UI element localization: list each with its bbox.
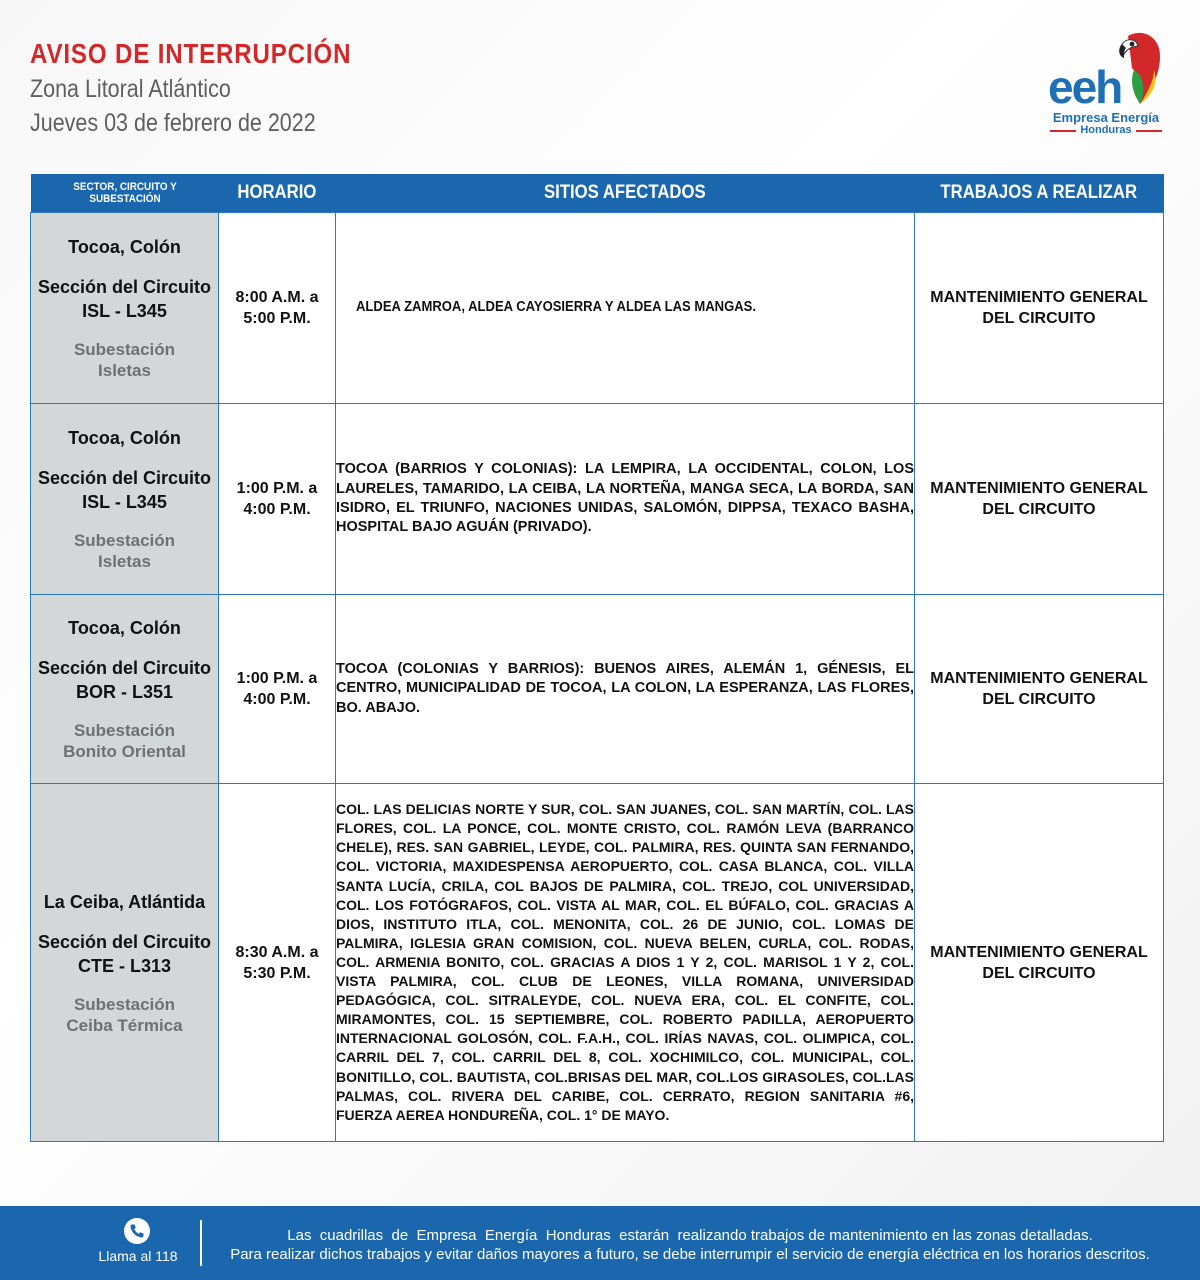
sector-place: Tocoa, Colón [68, 237, 181, 257]
circuit-section-label: Sección del Circuito [37, 468, 212, 488]
works-line-1: MANTENIMIENTO GENERAL [930, 943, 1148, 961]
time-to: 4:00 P.M. [243, 501, 311, 518]
circuit-section-label: Sección del Circuito [37, 277, 212, 297]
table-row [31, 213, 1164, 404]
sector-cell [31, 784, 219, 1142]
substation-name: Isletas [98, 361, 151, 380]
page-title: AVISO DE INTERRUPCIÓN [30, 38, 352, 69]
works-line-2: DEL CIRCUITO [982, 310, 1096, 327]
logo-mark: eeh [1048, 61, 1122, 113]
table-row [31, 784, 1164, 1142]
circuit-section-label: Sección del Circuito [37, 658, 212, 678]
substation-label: Subestación [73, 531, 176, 550]
logo-country: Honduras [1080, 124, 1132, 136]
affected-sites: COL. LAS DELICIAS NORTE Y SUR, COL. SAN JUANES, COL. SAN MARTÍN, COL. LAS FLORES, COL. LA PONCE, COL. MONTE CRISTO, COL. RAMÓN LEVA (BARRANCO CHELE), RES. SAN GABRIEL, LEYDE, COL. PALMIRA, RES. QUINTA SAN FERNANDO, COL. VICTORIA, MAXIDESPENSA AEROPUERTO, COL. CASA BLANCA, COL. VILLA SANTA LUCÍA, CRILA, COL BAJOS DE PALMIRA, COL. TREJO, COL UNIVERSIDAD, COL. LOS FOTÓGRAFOS, COL. VISTA AL MAR, COL. EL BÚFALO, COL. GRACIAS A DIOS, INSTITUTO ITLA, COL. MENONITA, COL. 26 DE JUNIO, COL. LOMAS DE PALMIRA, IGLESIA GRAN COMISION, COL. NUEVA BELEN, CURLA, COL. RODAS, COL. ARMENIA BONITO, COL. GRACIAS A DIOS 1 Y 2, COL. MARISOL 1 Y 2, COL. VISTA PALMIRA, COL. CLUB DE LEONES, VILLA ROMANA, UNIVERSIDAD PEDAGÓGICA, COL. SITRALEYDE, COL. NUEVA ERA, COL. EL CONFITE, COL. MIRAMONTES, COL. 15 SEPTIEMBRE, COL. ROBERTO PADILLA, AEROPUERTO INTERNACIONAL GOLOSÓN, COL. F.A.H., COL. IRÍAS NAVAS, COL. OLIMPICA, COL. CARRIL DEL 7, COL. CARRIL DEL 8, COL. XOCHIMILCO, COL. MUNICIPAL, COL. BONITILLO, COL. BAUTISTA, COL.BRISAS DEL MAR, COL.LOS GIRASOLES, COL.LAS PALMAS, COL. RIVERA DEL CARIBE, COL. CERRATO, REGION SANITARIA #6, FUERZA AEREA HONDUREÑA, COL. 1° DE MAYO. [336, 801, 914, 1123]
time-from: 8:30 A.M. a [235, 943, 319, 961]
interruption-table [30, 174, 1164, 1142]
works-line-2: DEL CIRCUITO [982, 964, 1096, 982]
time-from: 1:00 P.M. a [236, 670, 318, 687]
footer-line-2: Para realizar dichos trabajos y evitar daños mayores a futuro, se debe interrumpir el servicio de energía eléctrica en los horarios descritos. [230, 1246, 1150, 1263]
sector-cell [31, 595, 219, 784]
time-to: 5:30 P.M. [243, 964, 311, 982]
circuit-code: BOR - L351 [75, 682, 174, 702]
works-line-1: MANTENIMIENTO GENERAL [930, 670, 1148, 687]
sites-cell [336, 784, 915, 1142]
header-sector: SECTOR, CIRCUITO Y SUBESTACIÓN [31, 174, 219, 213]
time-to: 5:00 P.M. [243, 310, 311, 327]
sector-cell [31, 213, 219, 404]
substation-name: Isletas [98, 552, 151, 571]
sector-place: La Ceiba, Atlántida [43, 891, 206, 912]
substation-name: Bonito Oriental [63, 742, 186, 761]
zone-name: Zona Litoral Atlántico [30, 75, 231, 103]
footer-line-1: Las cuadrillas de Empresa Energía Honduras estarán realizando trabajos de mantenimiento en las zonas detalladas. [287, 1227, 1093, 1244]
logo-company-name: Empresa Energía [1052, 110, 1160, 125]
sites-cell [336, 595, 915, 784]
notice-date: Jueves 03 de febrero de 2022 [30, 109, 316, 137]
sites-cell [336, 213, 915, 404]
logo-rule-right [1136, 130, 1162, 132]
schedule-cell [219, 404, 336, 595]
sector-place: Tocoa, Colón [68, 428, 181, 448]
circuit-section-label: Sección del Circuito [37, 931, 212, 952]
table-row [31, 595, 1164, 784]
footer-message [210, 1226, 1170, 1264]
works-line-1: MANTENIMIENTO GENERAL [930, 480, 1148, 497]
time-from: 1:00 P.M. a [236, 480, 318, 497]
works-line-1: MANTENIMIENTO GENERAL [930, 289, 1148, 306]
schedule-cell [219, 213, 336, 404]
substation-label: Subestación [73, 340, 176, 359]
works-cell [915, 404, 1164, 595]
footer-divider [200, 1220, 202, 1266]
schedule-cell [219, 595, 336, 784]
notice-header [30, 36, 404, 140]
schedule-cell [219, 784, 336, 1142]
works-line-2: DEL CIRCUITO [982, 691, 1096, 708]
footer-bar [0, 1206, 1200, 1280]
works-cell [915, 595, 1164, 784]
sector-place: Tocoa, Colón [68, 618, 181, 638]
affected-sites: TOCOA (BARRIOS Y COLONIAS): LA LEMPIRA, LA OCCIDENTAL, COLON, LOS LAURELES, TAMARIDO, LA CEIBA, LA NORTEÑA, MANGA SECA, LA BORDA, SAN ISIDRO, EL TRIUNFO, NACIONES UNIDAS, SALOMÓN, DIPPSA, TEXACO BASHA, HOSPITAL BAJO AGUÁN (PRIVADO). [336, 461, 914, 536]
affected-sites: TOCOA (COLONIAS Y BARRIOS): BUENOS AIRES, ALEMÁN 1, GÉNESIS, EL CENTRO, MUNICIPALIDAD DE TOCOA, LA COLON, LA ESPERANZA, LAS FLORES, BO. ABAJO. [336, 661, 914, 716]
time-from: 8:00 A.M. a [235, 289, 319, 306]
phone-icon[interactable] [124, 1218, 150, 1244]
table-row [31, 404, 1164, 595]
works-cell [915, 213, 1164, 404]
circuit-code: ISL - L345 [82, 492, 167, 512]
substation-label: Subestación [73, 994, 176, 1014]
affected-sites: ALDEA ZAMROA, ALDEA CAYOSIERRA Y ALDEA LAS MANGAS. [356, 299, 756, 316]
header-works: TRABAJOS A REALIZAR [915, 174, 1164, 213]
header-sites: SITIOS AFECTADOS [336, 174, 915, 213]
works-cell [915, 784, 1164, 1142]
call-118-label[interactable]: Llama al 118 [98, 1248, 178, 1264]
sites-cell [336, 404, 915, 595]
works-line-2: DEL CIRCUITO [982, 501, 1096, 518]
header-schedule: HORARIO [219, 174, 336, 213]
parrot-icon [1114, 30, 1166, 110]
substation-label: Subestación [73, 721, 176, 740]
eeh-logo [1044, 30, 1164, 140]
substation-name: Ceiba Térmica [66, 1015, 183, 1035]
circuit-code: ISL - L345 [82, 301, 167, 321]
circuit-code: CTE - L313 [77, 955, 172, 976]
sector-cell [31, 404, 219, 595]
table-header-row [31, 174, 1164, 213]
time-to: 4:00 P.M. [243, 691, 311, 708]
